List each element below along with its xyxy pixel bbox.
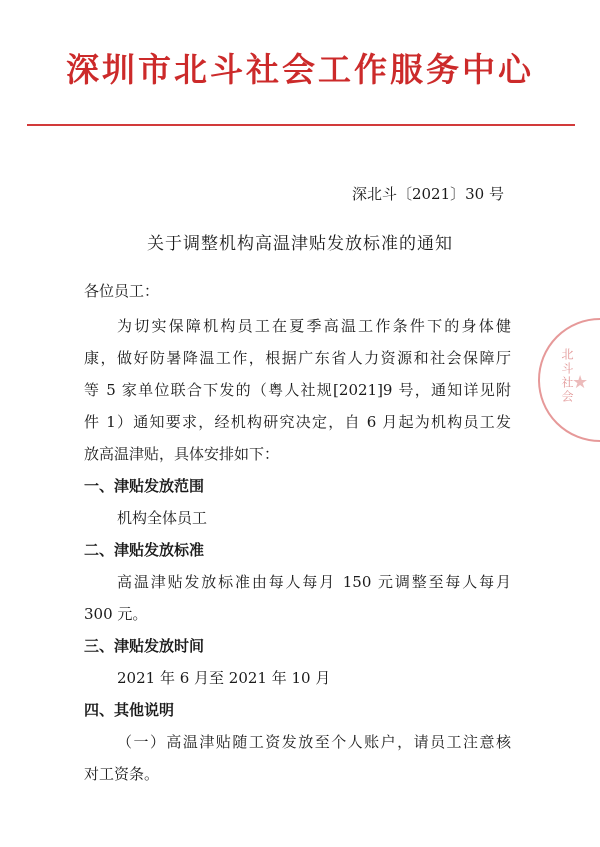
section-3-text: 2021 年 6 月至 2021 年 10 月 — [117, 669, 331, 687]
intro-line-1: 为切实保障机构员工在夏季高温工作条件下的身体健 — [117, 317, 511, 335]
intro-line-4: 件 1）通知要求，经机构研究决定，自 6 月起为机构员工发 — [84, 413, 511, 431]
intro-line-2: 康，做好防暑降温工作，根据广东省人力资源和社会保障厅 — [84, 349, 511, 367]
section-4-text-1: （一）高温津贴随工资发放至个人账户，请员工注意核 — [117, 733, 511, 751]
section-3-heading: 三、津贴发放时间 — [84, 637, 205, 655]
letterhead-red-rule — [27, 124, 575, 126]
section-1-heading: 一、津贴发放范围 — [84, 477, 205, 495]
section-4-text-2: 对工资条。 — [84, 765, 160, 783]
document-number: 深北斗〔2021〕30 号 — [351, 185, 504, 203]
intro-line-5: 放高温津贴，具体安排如下： — [84, 445, 280, 463]
organization-letterhead: 深圳市北斗社会工作服务中心 — [66, 50, 534, 89]
salutation: 各位员工： — [84, 282, 160, 300]
section-2-text-2: 300 元。 — [84, 605, 148, 623]
section-4-heading: 四、其他说明 — [84, 701, 175, 719]
seal-text: 北斗社会 — [560, 348, 574, 404]
section-2-text-1: 高温津贴发放标准由每人每月 150 元调整至每人每月 — [117, 573, 511, 591]
notice-title: 关于调整机构高温津贴发放标准的通知 — [147, 234, 453, 254]
section-1-text: 机构全体员工 — [117, 509, 208, 527]
seal-star-icon: ★ — [572, 372, 589, 393]
section-2-heading: 二、津贴发放标准 — [84, 541, 205, 559]
intro-line-3: 等 5 家单位联合下发的（粤人社规[2021]9 号，通知详见附 — [84, 381, 511, 399]
